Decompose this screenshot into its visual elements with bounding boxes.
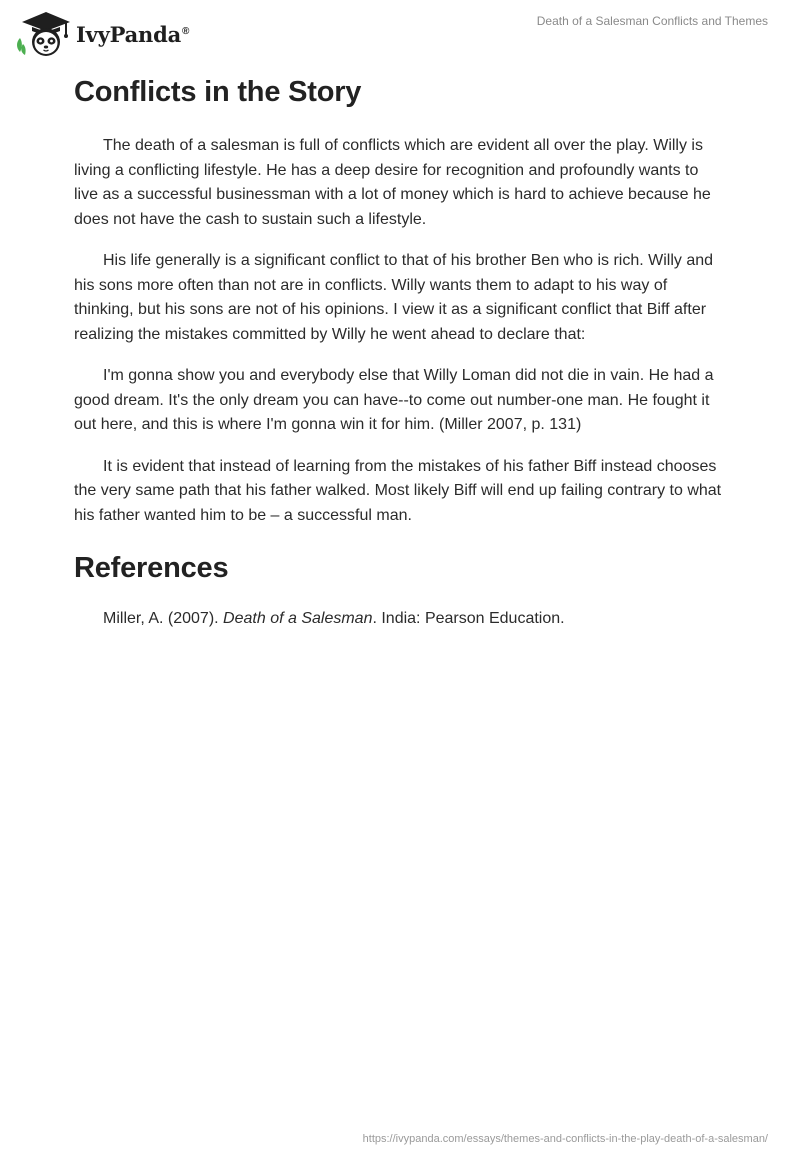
- page-header: [0, 0, 800, 62]
- brand-name: IvyPanda®: [76, 21, 190, 47]
- quote-paragraph: I'm gonna show you and everybody else that Willy Loman did not die in vain. He had a good dream. It's the only dream you can have--to come out number-one man. He fought it out here, and this is where I'm gonna win it for him. (Miller 2007, p. 131): [74, 367, 714, 433]
- source-url[interactable]: https://ivypanda.com/essays/themes-and-conflicts-in-the-play-death-of-a-salesman/: [362, 1133, 768, 1145]
- reference-suffix: . India: Pearson Education.: [372, 610, 565, 627]
- ivypanda-logo[interactable]: [14, 8, 189, 58]
- references-heading: References: [74, 552, 229, 584]
- paragraph-2: His life generally is a significant conflict to that of his brother Ben who is rich. Willy and his sons more often than not are in conflicts. Willy wants them to adapt to his way of thinking, but his sons are not of his opinions. I view it as a significant conflict that Biff after realizing the mistakes committed by Willy he went ahead to declare that:: [74, 252, 714, 343]
- paragraph-1: The death of a salesman is full of conflicts which are evident all over the play. Willy is living a conflicting lifestyle. He has a deep desire for recognition and profoundly wants to live as a successful businessman with a lot of money which is hard to achieve because he does not have the cash to sustain such a lifestyle.: [74, 137, 711, 228]
- reference-entry: [74, 607, 726, 632]
- paragraph-4: It is evident that instead of learning from the mistakes of his father Biff instead chooses the very same path that his father walked. Most likely Biff will end up failing contrary to what his father wanted him to be – a successful man.: [74, 457, 722, 524]
- document-title: Death of a Salesman Conflicts and Themes: [536, 14, 768, 28]
- panda-graduate-icon: [14, 8, 74, 58]
- registered-mark: ®: [182, 25, 190, 37]
- conflicts-heading: Conflicts in the Story: [74, 76, 362, 108]
- reference-title: Death of a Salesman: [223, 610, 373, 627]
- essay-content: [74, 70, 726, 632]
- reference-prefix: Miller, A. (2007).: [103, 610, 224, 627]
